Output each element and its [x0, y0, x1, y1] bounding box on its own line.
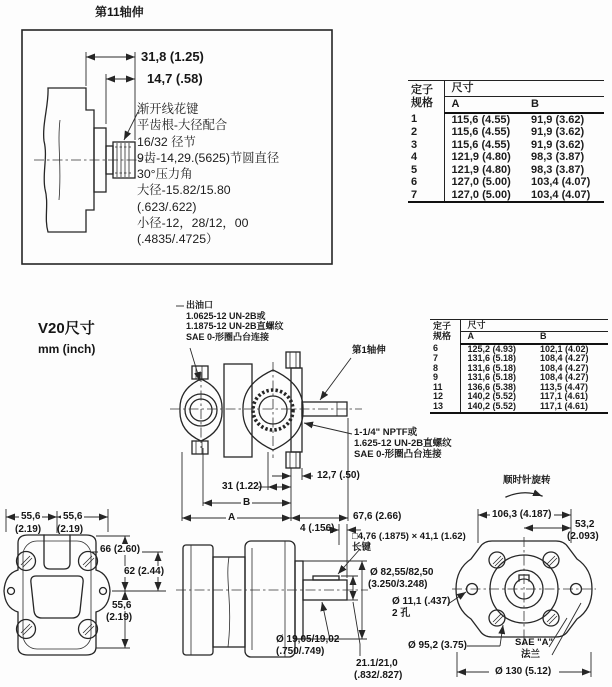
table-row: 2 115,6 (4.55) 91,9 (3.62) [408, 126, 604, 139]
dim-53-2-in: (2.093) [567, 531, 599, 542]
dim-pilot-dia-in: (3.250/3.248) [368, 579, 428, 590]
sae-flange-label: SAE "A" [515, 637, 554, 648]
dim-4: 4 (.156) [300, 523, 335, 534]
table-row: 6 125,2 (4.93) 102,1 (4.02) [430, 344, 608, 355]
section-title: V20尺寸 [38, 320, 95, 337]
spline-note-line: 平齿根-大径配合 [137, 118, 228, 133]
stator-size-table-top [408, 80, 604, 203]
spline-note-line: 小径-12，28/12，00 [137, 216, 249, 231]
dim-53-2: 53,2 [575, 519, 595, 530]
dim-55-6-right: 55,6 [63, 511, 83, 522]
spline-note-line: 16/32 径节 [137, 134, 196, 149]
dim-55-6-lower-in: (2.19) [106, 612, 133, 623]
table1-col-b: B [524, 97, 604, 113]
table2-size-header: 尺寸 [460, 320, 608, 332]
table-row: 6 127,0 (5.00) 103,4 (4.07) [408, 176, 604, 189]
outlet-port-note: 出油口 1.0625-12 UN-2B或 1.1875-12 UN-2B直螺纹 SAE 0-形圈凸台连接 [186, 300, 284, 342]
stator-size-table-middle [430, 319, 608, 414]
spline-note-line: (.623/.622) [137, 199, 197, 214]
spline-note-line: 9齿-14,29.(5625)节圆直径 [137, 150, 280, 165]
dim-shaft-dia-in: (.750/.749) [276, 646, 325, 657]
dim-ear-hole-qty: 2 孔 [392, 608, 411, 619]
dim-key-height: 21.1/21,0 [356, 658, 398, 669]
table1-col-a: A [444, 97, 524, 113]
table2-col-b: B [533, 332, 608, 344]
dim-14-7: 14,7 (.58) [147, 71, 203, 86]
shaft-box-title: 第11轴伸 [95, 5, 144, 19]
table-row: 13 140,2 (5.52) 117,1 (4.61) [430, 402, 608, 413]
dim-pilot-dia: Ø 82,55/82,50 [370, 567, 434, 578]
table-row: 8 131,6 (5.18) 108,4 (4.27) [430, 364, 608, 374]
dim-55-6-lower: 55,6 [112, 600, 132, 611]
rotation-label: 顺时针旋转 [503, 475, 551, 486]
dim-130: Ø 130 (5.12) [495, 666, 552, 677]
dim-66: 66 (2.60) [100, 544, 141, 555]
dim-106-3: 106,3 (4.187) [492, 509, 552, 520]
table-row: 7 131,6 (5.18) 108,4 (4.27) [430, 354, 608, 364]
spline-leader-line [124, 112, 138, 140]
dim-b-label: B [243, 497, 251, 508]
dim-ear-hole: Ø 11,1 (.437) [392, 596, 451, 607]
dim-55-6-left-in: (2.19) [15, 524, 42, 535]
table-row: 9 131,6 (5.18) 108,4 (4.27) [430, 373, 608, 383]
spline-note-line: (.4835/.4725） [137, 232, 219, 247]
rotation-arrow [506, 493, 542, 497]
dim-31-8: 31,8 (1.25) [141, 49, 204, 64]
dim-67-6: 67,6 (2.66) [353, 511, 402, 522]
table1-spec-header: 定子 规格 [408, 81, 444, 113]
table-row: 5 121,9 (4.80) 98,3 (3.87) [408, 164, 604, 177]
bolt-circle-leader [500, 625, 503, 646]
inlet-leader-line [304, 423, 352, 434]
table-row: 4 121,9 (4.80) 98,3 (3.87) [408, 151, 604, 164]
section-units: mm (inch) [38, 342, 96, 356]
dim-bolt-circle: Ø 95,2 (3.75) [408, 640, 467, 651]
flange-leader-2 [552, 603, 581, 655]
table2-spec-header: 定子 规格 [430, 320, 460, 344]
table-row: 7 127,0 (5.00) 103,4 (4.07) [408, 189, 604, 203]
dim-55-6-right-in: (2.19) [57, 524, 84, 535]
dim-62: 62 (2.44) [124, 566, 165, 577]
sae-flange-label-2: 法兰 [521, 649, 541, 660]
inlet-port-note: 1-1/4" NPTF或 1.625-12 UN-2B直螺纹 SAE 0-形圈凸台连接 [354, 427, 452, 460]
key-spec-2: 长键 [352, 542, 372, 553]
key-height-leader [353, 602, 360, 656]
dim-12-7: 12,7 (.50) [317, 470, 360, 481]
dim-a-label: A [228, 512, 236, 523]
table-row: 1 115,6 (4.55) 91,9 (3.62) [408, 113, 604, 127]
dim-key-height-in: (.832/.827) [354, 670, 403, 681]
dim-55-6-left: 55,6 [21, 511, 41, 522]
spline-note-line: 渐开线花键 [137, 102, 199, 116]
table-row: 3 115,6 (4.55) 91,9 (3.62) [408, 139, 604, 152]
spline-note-line: 30°压力角 [137, 167, 193, 182]
shaft1-label: 第1轴伸 [352, 345, 386, 356]
table-row: 12 140,2 (5.52) 117,1 (4.61) [430, 392, 608, 402]
dim-31: 31 (1.22) [222, 481, 263, 492]
dim-shaft-dia: Ø 19,05/19,02 [276, 634, 340, 645]
spline-notes [137, 101, 279, 248]
spline-note-line: 大径-15.82/15.80 [137, 183, 231, 198]
key-spec: □4,76 (.1875) × 41,1 (1.62) [352, 531, 466, 542]
table1-size-header: 尺寸 [444, 81, 604, 97]
table2-col-a: A [460, 332, 533, 344]
table-row: 11 136,6 (5.38) 113,5 (4.47) [430, 383, 608, 393]
ear-hole-leader [448, 592, 466, 604]
shaft1-leader-line [320, 358, 351, 400]
